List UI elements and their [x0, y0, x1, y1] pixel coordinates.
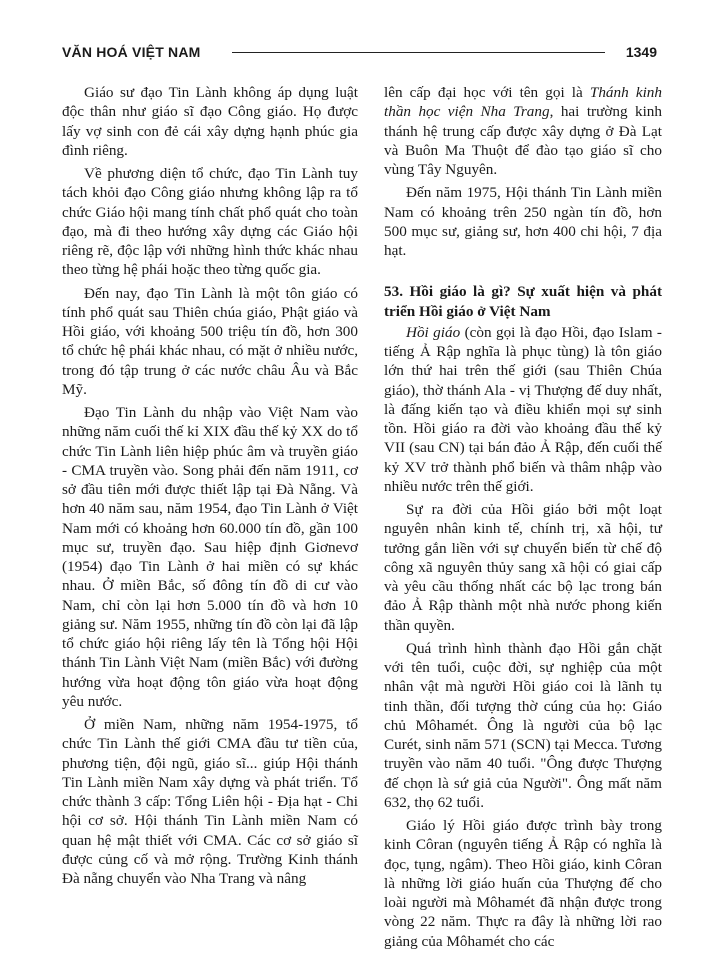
- section-spacer: [384, 264, 662, 282]
- header-rule: [232, 52, 605, 53]
- paragraph: Sự ra đời của Hồi giáo bởi một loạt nguyên nhân kinh tế, chính trị, xã hội, tư tưởng gắn liền với sự chuyển biến từ chế độ công xã nguyên thủy sang xã hội có giai cấp và yêu cầu thống nhất các bộ lạc trong bán đảo Ả Rập thành một nhà nước phong kiến thần quyền.: [384, 501, 662, 634]
- paragraph: Đến năm 1975, Hội thánh Tin Lành miền Nam có khoảng trên 250 ngàn tín đồ, hơn 500 mục sư, giảng sư, hơn 400 chi hội, 7 địa hạt.: [384, 184, 662, 259]
- paragraph: Đến nay, đạo Tin Lành là một tôn giáo có tính phổ quát sau Thiên chúa giáo, Phật giáo và Hồi giáo, với khoảng 500 triệu tín đồ, hơn 300 tổ chức hệ phái khác nhau, có mặt ở nhiều nước, trong đó tập trung ở các nước châu Âu và Bắc Mỹ.: [62, 284, 358, 398]
- section-heading: 53. Hồi giáo là gì? Sự xuất hiện và phát triển Hồi giáo ở Việt Nam: [384, 283, 662, 320]
- left-column: [62, 83, 358, 892]
- paragraph: Ở miền Nam, những năm 1954-1975, tổ chức Tin Lành thế giới CMA đầu tư tiền của, phương tiện, đội ngũ, giáo sĩ... giúp Hội thánh Tin Lành miền Nam xây dựng và phát triển. Tổ chức thành 3 cấp: Tổng Liên hội - Địa hạt - Chi hội cơ sở. Hội thánh Tin Lành miền Nam có quan hệ mật thiết với CMA. Các cơ sở giáo sĩ được củng cố và mở rộng. Trường Kinh thánh Đà nẵng chuyển vào Nha Trang và nâng: [62, 716, 358, 887]
- paragraph: Giáo lý Hồi giáo được trình bày trong kinh Côran (nguyên tiếng Ả Rập có nghĩa là đọc, tụng, ngâm). Theo Hồi giáo, kinh Côran là những lời giáo huấn của Thượng đế cho loài người mà Môhamét đã nhận được trong vòng 22 năm. Thực ra đây là những lời rao giảng của Môhamét cho các: [384, 817, 662, 950]
- paragraph-text: , hai trường kinh thánh hệ trung cấp được xây dựng ở Đà Lạt và Buôn Ma Thuột để đào tạo giáo sĩ cho vùng Tây Nguyên.: [384, 103, 662, 178]
- paragraph: Giáo sư đạo Tin Lành không áp dụng luật độc thân như giáo sĩ đạo Công giáo. Họ được lấy vợ sinh con đẻ cái xây dựng hạnh phúc gia đình riêng.: [62, 84, 358, 159]
- paragraph-text: (còn gọi là đạo Hồi, đạo Islam - tiếng Ả Rập nghĩa là phục tùng) là tôn giáo lớn thứ hai trên thế giới (sau Thiên Chúa giáo), thờ thánh Ala - vị Thượng đế duy nhất, là đấng kiến tạo và điều khiển mọi sự sinh tồn. Hồi giáo ra đời vào khoảng đầu thế kỷ VII (sau CN) tại bán đảo Ả Rập, đến cuối thế kỷ XV trở thành phổ biến và thâm nhập vào nhiều nước trên thế giới.: [384, 323, 662, 495]
- institution-name: Thánh kinh thần học viện Nha Trang: [384, 84, 662, 121]
- running-header: [62, 44, 657, 66]
- right-column: [384, 83, 662, 955]
- page-number: 1349: [625, 44, 657, 60]
- term-italic: Hồi giáo: [406, 323, 461, 341]
- paragraph: Quá trình hình thành đạo Hồi gắn chặt với tên tuổi, cuộc đời, sự nghiệp của một nhân vật mà người Hồi giáo coi là lãnh tụ tinh thần, đối tượng thờ cúng của họ: Giáo chủ Môhamét. Ông là người của bộ lạc Curét, sinh năm 571 (SCN) tại Mecca. Tương truyền vào năm 40 tuổi. "Ông được Thượng đế chọn là sứ giả của Người". Ông mất năm 632, thọ 62 tuổi.: [384, 639, 662, 811]
- paragraph: Đạo Tin Lành du nhập vào Việt Nam vào những năm cuối thế kỉ XIX đầu thế kỷ XX do tổ chức Tin Lành liên hiệp phúc âm và truyền giáo - CMA truyền vào. Song phải đến năm 1911, cơ sở đầu tiên mới được thiết lập tại Đà Nẵng. Và hơn 40 năm sau, năm 1954, đạo Tin Lành ở Việt Nam mới có khoảng hơn 60.000 tín đồ, gần 100 mục sư, truyền đạo. Sau hiệp định Giơnevơ (1954) đạo Tin Lành ở hai miền có sự khác nhau. Ở miền Bắc, số đông tín đồ di cư vào Nam, chỉ còn lại hơn 5.000 tín đồ và hơn 10 giảng sư. Năm 1955, những tín đồ còn lại đã lập tổ chức giáo hội riêng lấy tên là Tổng hội Hội thánh Tin Lành Việt Nam (miền Bắc) với đường hướng vừa hoạt động tôn giáo vừa hoạt động yêu nước.: [62, 404, 358, 710]
- paragraph: [384, 323, 662, 496]
- paragraph: [384, 83, 662, 179]
- running-title: VĂN HOÁ VIỆT NAM: [62, 44, 201, 60]
- paragraph: Về phương diện tổ chức, đạo Tin Lành tuy tách khỏi đạo Công giáo nhưng không lập ra tổ chức Giáo hội mang tính chất phổ quát cho toàn đạo, mà đi theo hướng xây dựng các Giáo hội riêng rẽ, độc lập với những hình thức khác nhau theo từng hệ phái hoặc theo từng quốc gia.: [62, 165, 358, 279]
- paragraph-text: lên cấp đại học với tên gọi là: [384, 84, 590, 101]
